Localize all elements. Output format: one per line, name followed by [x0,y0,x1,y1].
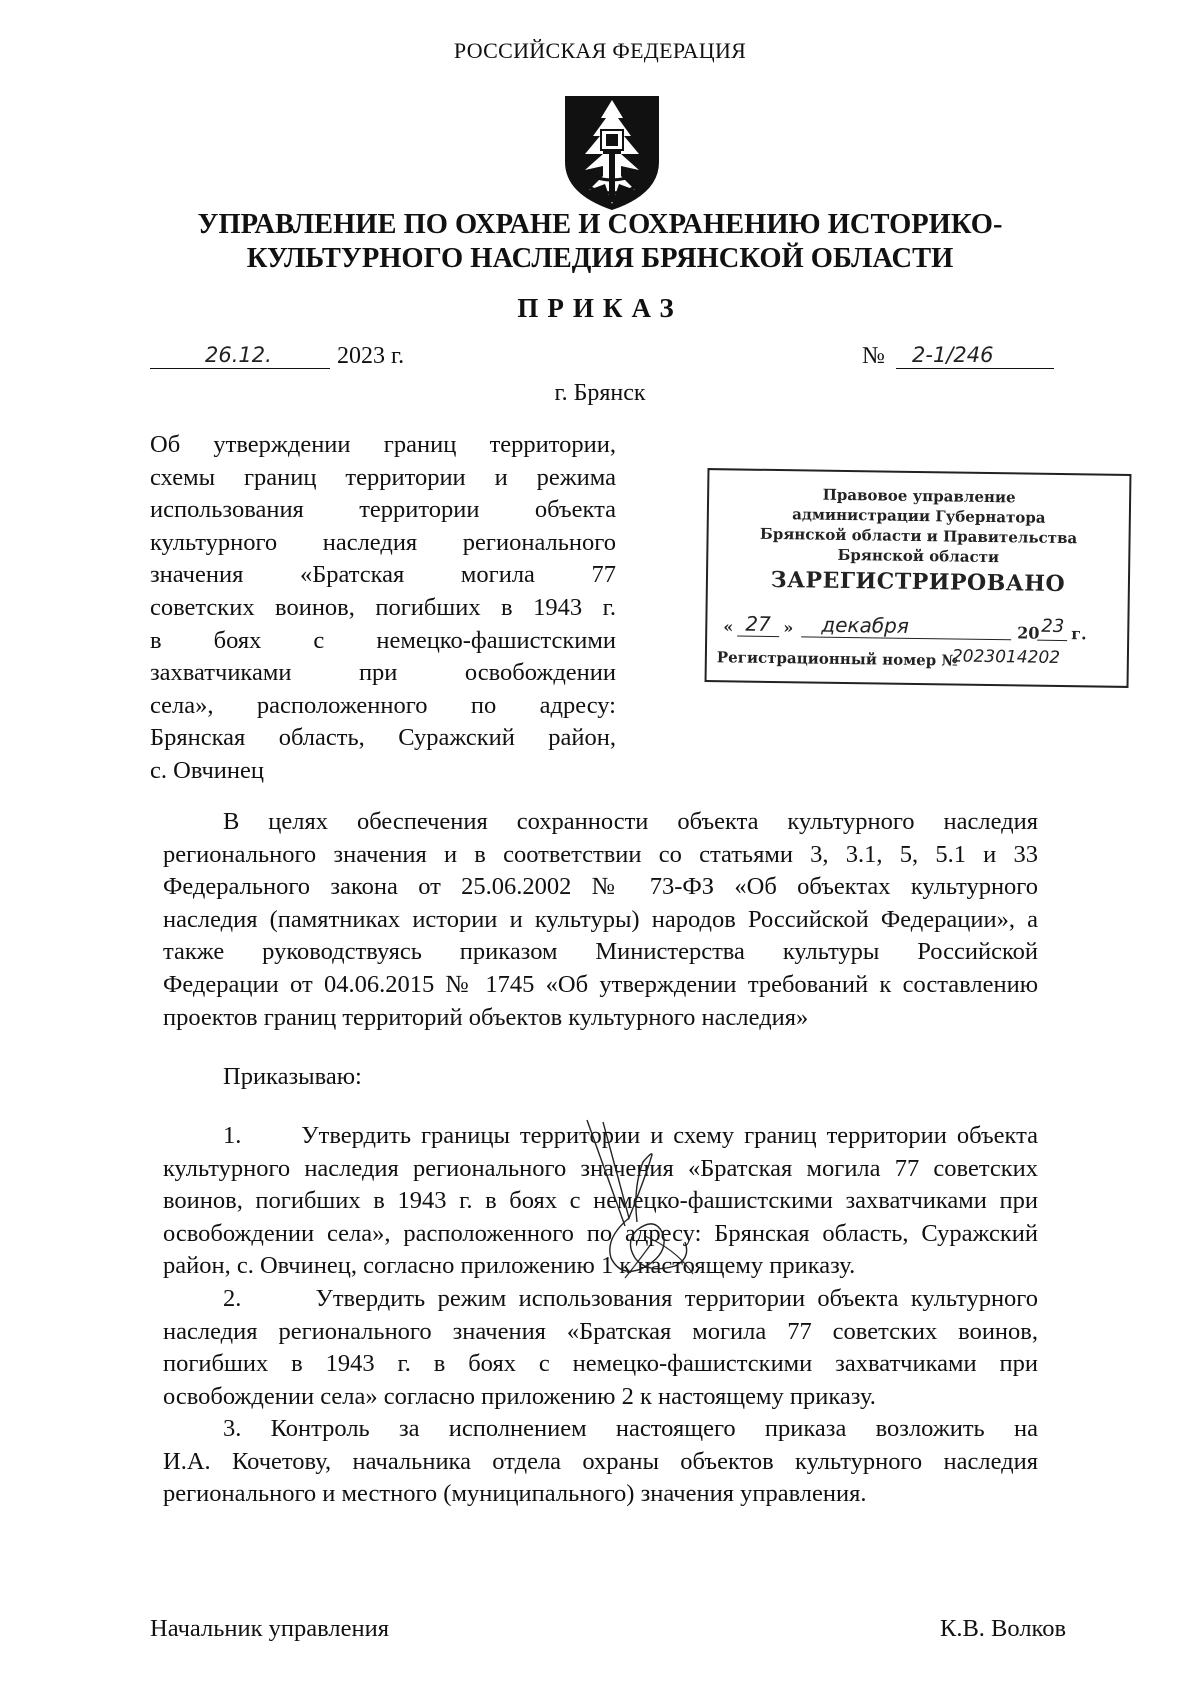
handwritten-number: 2-1/246 [912,343,994,367]
subject-line: Об утверждении границ территории, [150,431,616,458]
document-type: ПРИКАЗ [517,293,683,323]
handwritten-date: 26.12. [205,343,272,367]
item-line: наследия регионального значения «Братская могила 77 советских воинов, [163,1317,1038,1345]
stamp-year-suffix: г. [1071,624,1087,644]
stamp-line-1: Правовое управление [822,485,1016,507]
item-line: воинов, погибших в 1943 г. в боях с немецко-фашистскими захватчиками при [163,1187,1038,1215]
preamble [163,806,1038,1034]
item-line: 1. Утвердить границы территории и схему границ территории объекта [223,1122,1038,1149]
organization-title [150,208,1050,276]
item-line: освобождении села» согласно приложению 2 к настоящему приказу. [163,1382,876,1410]
item-line: погибших в 1943 г. в боях с немецко-фашистскими захватчиками при [163,1350,1038,1378]
stamp-regnum-handwritten: 2023014202 [951,646,1061,668]
order-word: Приказываю: [223,1063,362,1090]
stamp-quote-close: » [783,618,794,638]
city: г. Брянск [554,380,646,406]
stamp-day-handwritten: 27 [745,611,771,636]
number-underline [896,368,1054,369]
registration-stamp [705,468,1132,688]
date-underline [150,368,330,369]
preamble-line: В целях обеспечения сохранности объекта культурного наследия [223,808,1038,835]
subject-line: использования территории объекта [150,496,616,524]
item-line: освобождении села», расположенного по адресу: Брянская область, Суражский [163,1219,1038,1247]
handwritten-signature-icon [585,1118,695,1283]
stamp-regnum-label: Регистрационный номер № [716,648,958,670]
preamble-line: также руководствуясь приказом Министерства культуры Российской [163,938,1038,966]
item-line: 3. Контроль за исполнением настоящего приказа возложить на [223,1415,1038,1442]
subject-line: Брянская область, Суражский район, [150,724,616,752]
order-item-3 [163,1413,1038,1511]
country-heading: РОССИЙСКАЯ ФЕДЕРАЦИЯ [453,38,747,63]
bryansk-coat-of-arms-icon [559,92,665,214]
preamble-line: наследия (памятниках истории и культуры) народов Российской Федерации», а [163,905,1038,933]
preamble-line: регионального значения и в соответствии со статьями 3, 3.1, 5, 5.1 и 33 [163,840,1038,868]
stamp-year-handwritten: 23 [1041,615,1065,638]
signatory-name: К.В. Волков [940,1615,1067,1642]
subject-line: культурного наследия регионального [150,528,616,556]
item-line: И.А. Кочетову, начальника отдела охраны объектов культурного наследия [163,1447,1038,1475]
stamp-date-row [717,613,1117,647]
item-line: регионального и местного (муниципального) значения управления. [163,1480,867,1508]
item-line: культурного наследия регионального значения «Братская могила 77 советских [163,1154,1038,1182]
item-line: 2. Утвердить режим использования территории объекта культурного [223,1285,1038,1312]
preamble-line: проектов границ территорий объектов культурного наследия» [163,1003,809,1031]
subject-line: села», расположенного по адресу: [150,691,616,719]
stamp-line-4: Брянской области [837,545,1000,567]
subject-line: схемы границ территории и режима [150,463,616,491]
signatory-title: Начальник управления [150,1615,389,1642]
stamp-month-handwritten: декабря [821,612,910,638]
stamp-year-prefix: 20 [1017,623,1040,643]
subject-line: советских воинов, погибших в 1943 г. [150,593,616,621]
stamp-quote-open: « [723,617,734,637]
stamp-registered: ЗАРЕГИСТРИРОВАНО [770,566,1066,598]
stamp-line-3: Брянской области и Правительства [759,524,1078,548]
subject-line: значения «Братская могила 77 [150,561,616,589]
subject-line: захватчиками при освобождении [150,659,616,687]
preamble-line: Федерации от 04.06.2015 № 1745 «Об утверждении требований к составлению [163,970,1038,998]
item-line: район, с. Овчинец, согласно приложению 1 к настоящему приказу. [163,1252,856,1280]
number-label: № [862,343,885,369]
document-subject [150,429,616,788]
subject-line: с. Овчинец [150,756,264,784]
order-item-2 [163,1283,1038,1413]
subject-line: в боях с немецко-фашистскими [150,626,616,654]
stamp-line-2: администрации Губернатора [792,505,1046,527]
organization-title-line-1: УПРАВЛЕНИЕ ПО ОХРАНЕ И СОХРАНЕНИЮ ИСТОРИКО- [197,209,1003,240]
organization-title-line-2: КУЛЬТУРНОГО НАСЛЕДИЯ БРЯНСКОЙ ОБЛАСТИ [246,243,954,274]
document-year: 2023 г. [337,343,405,369]
preamble-line: Федерального закона от 25.06.2002 № 73-ФЗ «Об объектах культурного [163,873,1038,901]
